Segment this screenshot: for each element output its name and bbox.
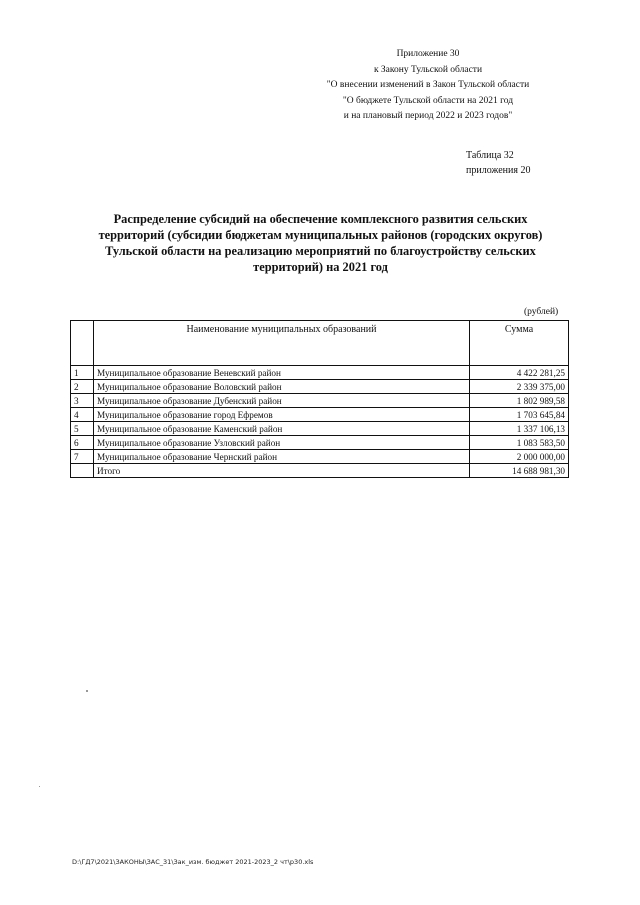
table-reference: [466, 148, 530, 178]
row-num: 6: [71, 436, 94, 450]
row-name: Муниципальное образование Веневский район: [94, 366, 470, 380]
table-ref-line: приложения 20: [466, 165, 531, 176]
title-line: Распределение субсидий на обеспечение комплексного развития сельских: [113, 212, 528, 226]
header-sum: Сумма: [470, 321, 569, 366]
row-sum: 1 083 583,50: [470, 436, 569, 450]
total-label: Итого: [94, 464, 470, 478]
appendix-line: "О внесении изменений в Закон Тульской области: [326, 80, 530, 90]
appendix-line: Приложение 30: [396, 49, 460, 59]
total-sum: 14 688 981,30: [470, 464, 569, 478]
appendix-line: к Закону Тульской области: [373, 64, 483, 75]
title-line: Тульской области на реализацию мероприятий по благоустройству сельских: [105, 244, 536, 258]
title-line: территорий) на 2021 год: [253, 260, 388, 274]
table-header-row: [71, 321, 569, 366]
total-num: [71, 464, 94, 478]
document-title: [88, 211, 553, 275]
total-row: [71, 464, 569, 478]
table-row: [71, 394, 569, 408]
row-sum: 2 339 375,00: [470, 380, 569, 394]
header-num: [71, 321, 94, 366]
row-num: 5: [71, 422, 94, 436]
scan-speck: [86, 690, 88, 692]
header-name: Наименование муниципальных образований: [94, 321, 470, 366]
row-num: 2: [71, 380, 94, 394]
appendix-line: и на плановый период 2022 и 2023 годов": [343, 111, 513, 121]
table-row: [71, 380, 569, 394]
row-num: 3: [71, 394, 94, 408]
row-name: Муниципальное образование город Ефремов: [94, 408, 470, 422]
table-row: [71, 436, 569, 450]
row-sum: 1 802 989,58: [470, 394, 569, 408]
table-row: [71, 450, 569, 464]
row-name: Муниципальное образование Дубенский район: [94, 394, 470, 408]
appendix-reference: [298, 47, 558, 125]
table-ref-line: Таблица 32: [466, 150, 514, 161]
unit-label: (рублей): [524, 307, 559, 317]
subsidy-table: [70, 320, 569, 478]
row-sum: 1 703 645,84: [470, 408, 569, 422]
appendix-line: "О бюджете Тульской области на 2021 год: [342, 95, 514, 106]
row-name: Муниципальное образование Узловский район: [94, 436, 470, 450]
row-name: Муниципальное образование Воловский район: [94, 380, 470, 394]
table-row: [71, 422, 569, 436]
table-row: [71, 408, 569, 422]
scan-speck: [39, 786, 40, 787]
row-name: Муниципальное образование Чернский район: [94, 450, 470, 464]
row-num: 4: [71, 408, 94, 422]
row-sum: 1 337 106,13: [470, 422, 569, 436]
row-sum: 4 422 281,25: [470, 366, 569, 380]
row-name: Муниципальное образование Каменский район: [94, 422, 470, 436]
row-num: 1: [71, 366, 94, 380]
file-path-footer: D:\ГД7\2021\ЗАКОНЫ\ЗАС_31\Зак_изм. бюджет 2021-2023_2 чт\р30.xls: [72, 858, 314, 866]
table-row: [71, 366, 569, 380]
row-num: 7: [71, 450, 94, 464]
title-line: территорий (субсидии бюджетам муниципальных районов (городских округов): [98, 228, 543, 242]
row-sum: 2 000 000,00: [470, 450, 569, 464]
